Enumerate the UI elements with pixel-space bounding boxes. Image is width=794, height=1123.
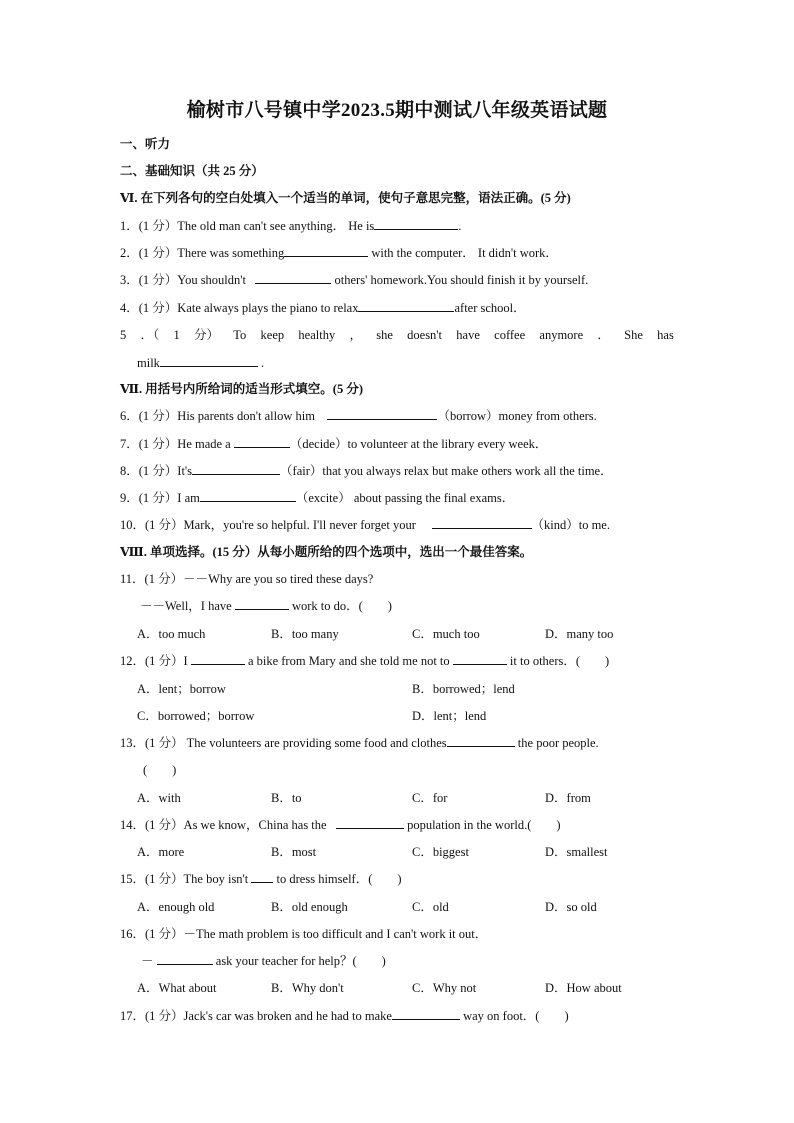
option-b[interactable]: B．too many (271, 627, 339, 641)
question-9: 9．(1 分）I am （excite） about passing the final exams． (120, 491, 515, 505)
option-d[interactable]: D．many too (545, 627, 614, 641)
option-c[interactable]: C．Why not (412, 981, 477, 995)
answer-blank[interactable] (160, 354, 258, 367)
option-c[interactable]: C．borrowed；borrow (137, 709, 255, 723)
section-viii-heading: Ⅷ. 单项选择。(15 分）从每小题所给的四个选项中，选出一个最佳答案。 (120, 545, 533, 559)
page-title: 榆树市八号镇中学2023.5期中测试八年级英语试题 (186, 100, 608, 121)
question-8: 8．(1 分）It's （fair）that you always relax but make others work all the time． (120, 464, 613, 478)
option-d[interactable]: D．from (545, 791, 591, 805)
option-c[interactable]: C．biggest (412, 845, 469, 859)
option-b[interactable]: B．old enough (271, 900, 348, 914)
option-c[interactable]: C．for (412, 791, 448, 805)
option-a[interactable]: A．too much (137, 627, 206, 641)
section-basics: 二、基础知识（共 25 分） (120, 164, 264, 178)
question-11: 11．(1 分）－－Why are you so tired these days? (120, 572, 374, 586)
section-vi-heading: Ⅵ. 在下列各句的空白处填入一个适当的单词，使句子意思完整，语法正确。(5 分) (120, 191, 571, 205)
option-c[interactable]: C．old (412, 900, 449, 914)
question-10: 10．(1 分）Mark，you're so helpful. I'll never forget your （kind）to me. (120, 518, 610, 532)
question-4: 4．(1 分）Kate always plays the piano to relax after school． (120, 301, 526, 315)
section-listening: 一、听力 (120, 137, 171, 151)
option-a[interactable]: A．more (137, 845, 185, 859)
option-b[interactable]: B．Why don't (271, 981, 344, 995)
answer-blank[interactable] (327, 407, 437, 420)
option-d[interactable]: D．lent；lend (412, 709, 487, 723)
question-3: 3．(1 分）You shouldn't others' homework.You should finish it by yourself. (120, 273, 589, 287)
answer-blank[interactable] (192, 462, 280, 475)
option-b[interactable]: B．most (271, 845, 317, 859)
option-c[interactable]: C．much too (412, 627, 480, 641)
question-2: 2．(1 分）There was something with the computer． It didn't work． (120, 246, 558, 260)
option-a[interactable]: A．with (137, 791, 181, 805)
answer-blank[interactable] (358, 299, 454, 312)
question-17: 17．(1 分）Jack's car was broken and he had to make way on foot．( ) (120, 1009, 569, 1023)
answer-blank[interactable] (251, 870, 273, 883)
question-13: 13．(1 分） The volunteers are providing some food and clothes the poor people. (120, 736, 599, 750)
answer-blank[interactable] (336, 816, 404, 829)
question-5-line-2: milk . (137, 356, 265, 370)
answer-blank[interactable] (432, 516, 532, 529)
question-15: 15．(1 分）The boy isn't to dress himself．( ) (120, 872, 402, 886)
option-b[interactable]: B．borrowed；lend (412, 682, 515, 696)
answer-blank[interactable] (157, 952, 213, 965)
question-6: 6．(1 分）His parents don't allow him （borrow）money from others. (120, 409, 597, 423)
option-a[interactable]: A．lent；borrow (137, 682, 226, 696)
section-vii-heading: Ⅶ. 用括号内所给词的适当形式填空。(5 分) (120, 382, 364, 396)
answer-blank[interactable] (447, 734, 515, 747)
question-16: 16．(1 分）－The math problem is too difficult and I can't work it out． (120, 927, 488, 941)
option-b[interactable]: B．to (271, 791, 302, 805)
answer-blank[interactable] (200, 489, 296, 502)
question-5-line-1: 5 ．（ 1 分） To keep healthy ， she doesn't have coffee anymore ． She has (120, 328, 674, 342)
question-14: 14．(1 分）As we know，China has the population in the world.( ) (120, 818, 561, 832)
option-d[interactable]: D．so old (545, 900, 597, 914)
option-a[interactable]: A．What about (137, 981, 217, 995)
answer-blank[interactable] (255, 271, 331, 284)
answer-blank[interactable] (374, 217, 458, 230)
option-d[interactable]: D．How about (545, 981, 622, 995)
question-11-line-2: －－Well，I have work to do．( ) (140, 599, 392, 613)
answer-blank[interactable] (234, 435, 290, 448)
option-d[interactable]: D．smallest (545, 845, 608, 859)
question-13-bracket: ( ) (143, 763, 177, 777)
question-16-line-2: － ask your teacher for help？( ) (141, 954, 386, 968)
question-7: 7．(1 分）He made a （decide）to volunteer at the library every week． (120, 437, 548, 451)
answer-blank[interactable] (392, 1007, 460, 1020)
question-1: 1．(1 分）The old man can't see anything． He is . (120, 219, 462, 233)
answer-blank[interactable] (235, 597, 289, 610)
answer-blank[interactable] (191, 652, 245, 665)
option-a[interactable]: A．enough old (137, 900, 215, 914)
answer-blank[interactable] (284, 244, 368, 257)
answer-blank[interactable] (453, 652, 507, 665)
question-12: 12．(1 分）I a bike from Mary and she told me not to it to others．( ) (120, 654, 610, 668)
